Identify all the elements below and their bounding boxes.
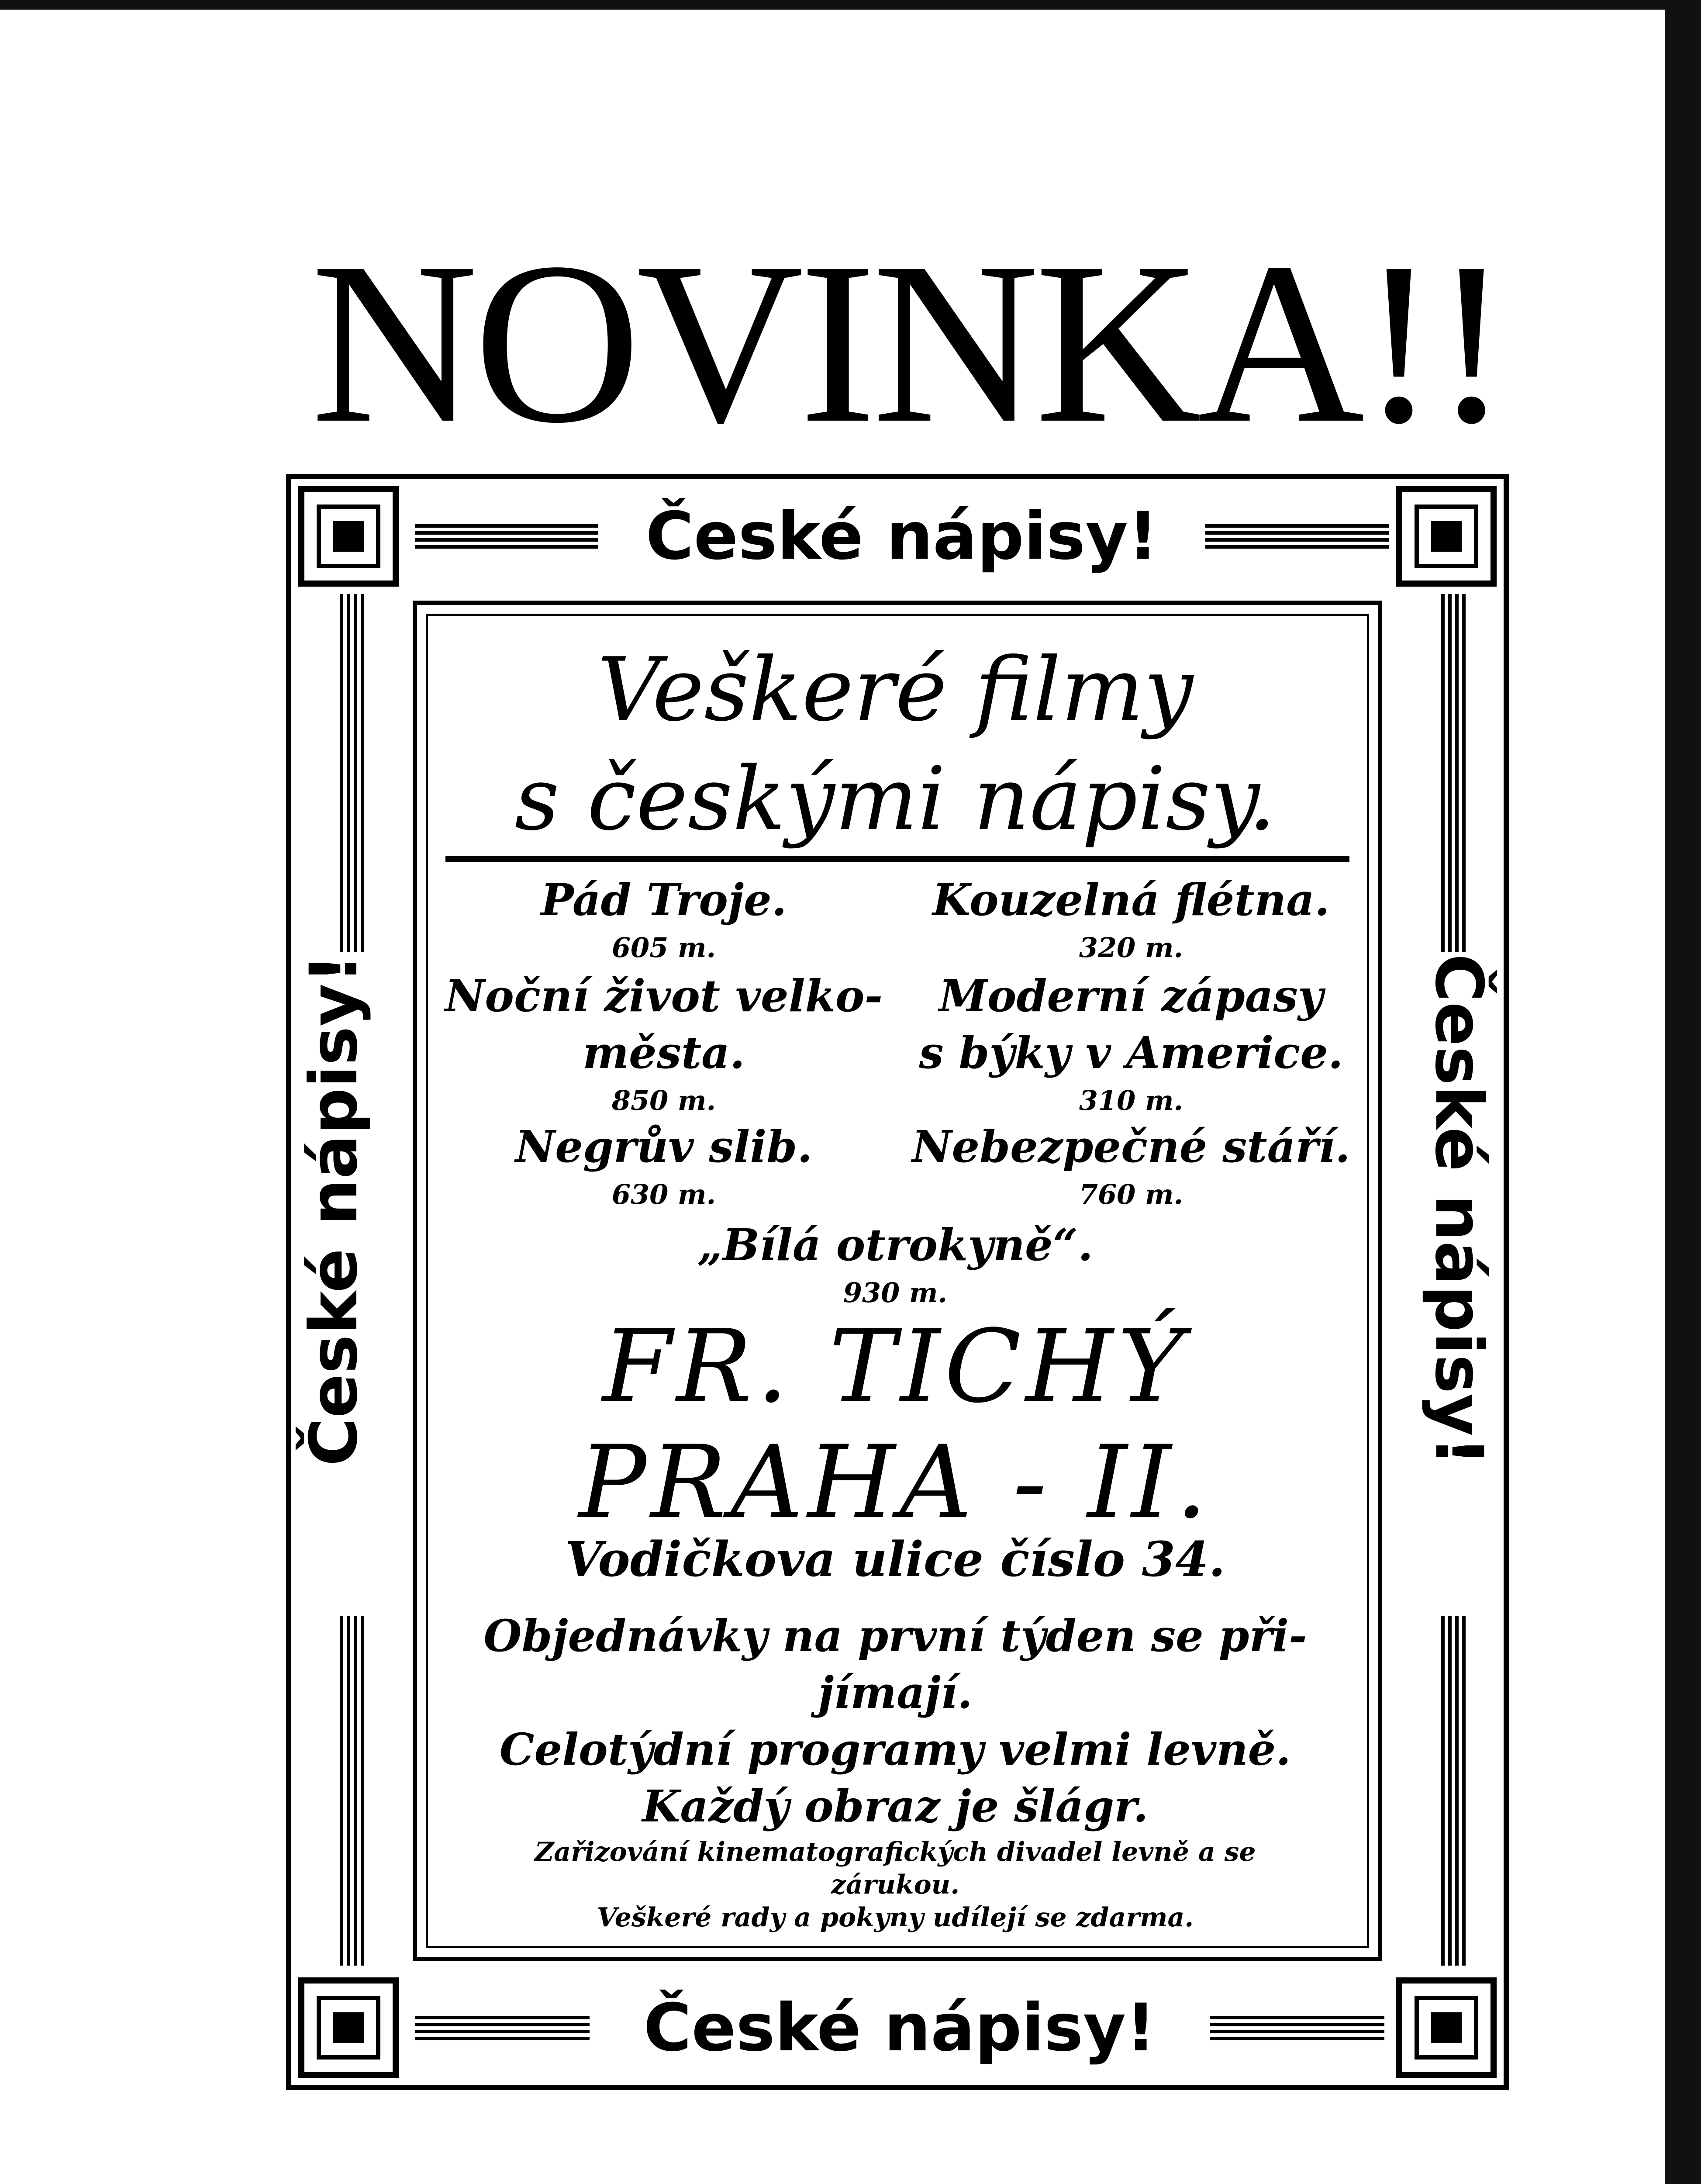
company-address: Vodičkova ulice číslo 34.	[565, 1531, 1225, 1587]
film-title: Noční život velko-	[445, 970, 883, 1022]
intro-divider	[445, 856, 1349, 862]
install-line-2: zárukou.	[831, 1870, 960, 1900]
top-rule-left	[415, 524, 598, 549]
film-length: 630 m.	[611, 1178, 716, 1210]
top-rule-right	[1205, 524, 1389, 549]
right-rule-bottom	[1441, 1616, 1466, 1966]
bottom-rule-right	[1210, 2016, 1384, 2040]
page-edge-right	[1665, 0, 1701, 2184]
film-title-cont: města.	[583, 1027, 745, 1078]
film-length: 760 m.	[1079, 1178, 1183, 1210]
intro-line-2: s českými nápisy.	[514, 748, 1276, 850]
film-title: Pád Troje.	[541, 874, 787, 926]
corner-ornament-bottom-right	[1396, 1977, 1497, 2078]
film-title: Nebezpečné stáří.	[912, 1121, 1350, 1172]
corner-ornament-bottom-left	[298, 1977, 399, 2078]
film-title: „Bílá otrokyně“.	[697, 1219, 1093, 1271]
headline: NOVINKA!!	[311, 214, 1506, 471]
film-title: Negrův slib.	[515, 1121, 813, 1172]
install-line-1: Zařizování kinematografických divadel levně a se	[535, 1837, 1256, 1867]
film-title: Kouzelná flétna.	[932, 874, 1330, 926]
right-rule-top	[1441, 594, 1466, 952]
page-edge-top	[0, 0, 1701, 10]
programs-line: Celotýdní programy velmi levně.	[499, 1724, 1291, 1775]
company-city: PRAHA - II.	[579, 1424, 1212, 1541]
hit-line: Každý obraz je šlágr.	[642, 1780, 1149, 1832]
corner-ornament-top-right	[1396, 486, 1497, 587]
banner-right-vertical: České nápisy!	[1421, 954, 1497, 1466]
banner-top: České nápisy!	[645, 498, 1158, 574]
film-title-cont: s býky v Americe.	[919, 1027, 1343, 1078]
banner-left-vertical: České nápisy!	[296, 954, 372, 1466]
left-rule-top	[340, 594, 364, 952]
orders-line-2: jímají.	[818, 1667, 973, 1718]
banner-bottom: České nápisy!	[643, 1990, 1156, 2066]
orders-line-1: Objednávky na první týden se při-	[483, 1610, 1307, 1662]
intro-line-1: Veškeré filmy	[597, 639, 1194, 741]
film-title: Moderní zápasy	[939, 970, 1323, 1022]
corner-ornament-top-left	[298, 486, 399, 587]
film-length: 850 m.	[611, 1085, 716, 1116]
film-length: 605 m.	[611, 932, 716, 964]
company-name: FR. TICHÝ	[602, 1309, 1188, 1425]
film-length: 320 m.	[1079, 932, 1183, 964]
left-rule-bottom	[340, 1616, 364, 1966]
film-length: 310 m.	[1079, 1085, 1183, 1116]
film-length: 930 m.	[843, 1277, 948, 1309]
advice-line: Veškeré rady a pokyny udílejí se zdarma.	[597, 1902, 1194, 1933]
bottom-rule-left	[415, 2016, 590, 2040]
